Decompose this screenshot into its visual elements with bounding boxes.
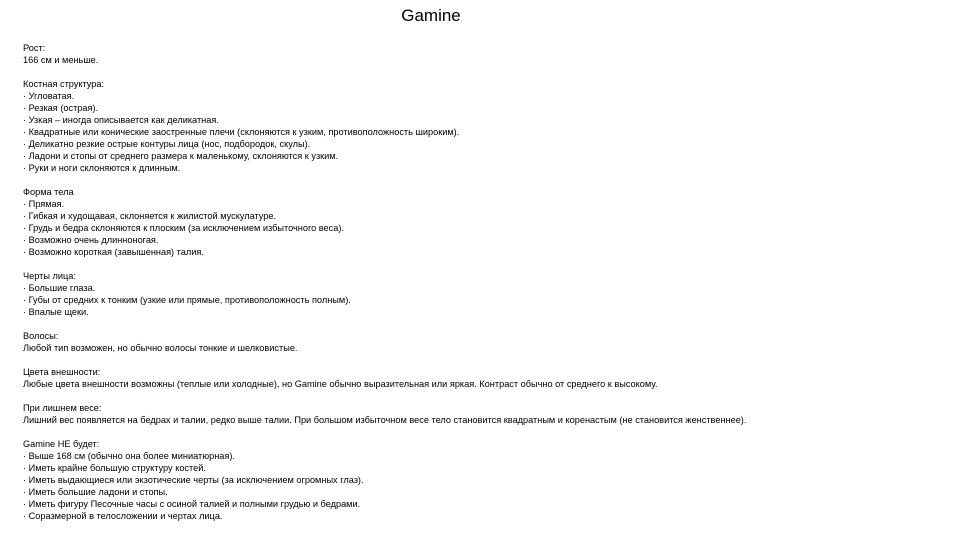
section-line: · Иметь выдающиеся или экзотические черты (за исключением огромных глаз). [23, 475, 364, 485]
section-heading: Черты лица: [23, 271, 76, 281]
section-line: · Иметь фигуру Песочные часы с осиной талией и полными грудью и бедрами. [23, 499, 361, 509]
section-line: · Выше 168 см (обычно она более миниатюрная). [23, 451, 235, 461]
page-title: Gamine [401, 6, 461, 25]
section-line: · Иметь крайне большую структуру костей. [23, 463, 206, 473]
section-heading: При лишнем весе: [23, 403, 102, 413]
section-gamine-will-not [23, 438, 923, 522]
section-line: · Угловатая. [23, 91, 75, 101]
section-heading: Цвета внешности: [23, 367, 101, 377]
document-body [23, 42, 923, 534]
section-line: · Иметь большие ладони и стопы. [23, 487, 168, 497]
section-heading: Волосы: [23, 331, 59, 341]
section-overweight [23, 402, 923, 426]
section-line: · Большие глаза. [23, 283, 96, 293]
section-line: · Губы от средних к тонким (узкие или прямые, противоположность полным). [23, 295, 351, 305]
section-coloring [23, 366, 923, 390]
section-heading: Костная структура: [23, 79, 105, 89]
section-line: · Резкая (острая). [23, 103, 99, 113]
section-line: · Квадратные или конические заостренные плечи (склоняются к узким, противоположность широким). [23, 127, 460, 137]
section-line: Любой тип возможен, но обычно волосы тонкие и шелковистые. [23, 343, 298, 353]
section-line: 166 см и меньше. [23, 55, 99, 65]
section-line: · Грудь и бедра склоняются к плоским (за исключением избыточного веса). [23, 223, 344, 233]
section-line: · Возможно очень длинноногая. [23, 235, 159, 245]
section-line: · Соразмерной в телосложении и чертах лица. [23, 511, 223, 521]
section-line: · Узкая – иногда описывается как деликатная. [23, 115, 219, 125]
section-line: · Ладони и стопы от среднего размера к маленькому, склоняются к узким. [23, 151, 339, 161]
section-line: · Впалые щеки. [23, 307, 89, 317]
section-line: · Прямая. [23, 199, 65, 209]
section-line: · Руки и ноги склоняются к длинным. [23, 163, 181, 173]
section-heading: Рост: [23, 43, 46, 53]
section-line: · Деликатно резкие острые контуры лица (нос, подбородок, скулы). [23, 139, 311, 149]
section-line: Лишний вес появляется на бедрах и талии, редко выше талии. При большом избыточном весе тело становится квадратным и коренастым (не становится женственнее). [23, 415, 747, 425]
section-hair [23, 330, 923, 354]
section-heading: Gamine НЕ будет: [23, 439, 100, 449]
section-line: Любые цвета внешности возможны (теплые или холодные), но Gamine обычно выразительная или яркая. Контраст обычно от среднего к высокому. [23, 379, 658, 389]
section-heading: Форма тела [23, 187, 74, 197]
section-facial-features [23, 270, 923, 318]
section-height [23, 42, 923, 66]
section-line: · Гибкая и худощавая, склоняется к жилистой мускулатуре. [23, 211, 277, 221]
section-line: · Возможно короткая (завышенная) талия. [23, 247, 204, 257]
section-bone-structure [23, 78, 923, 174]
section-body-shape [23, 186, 923, 258]
